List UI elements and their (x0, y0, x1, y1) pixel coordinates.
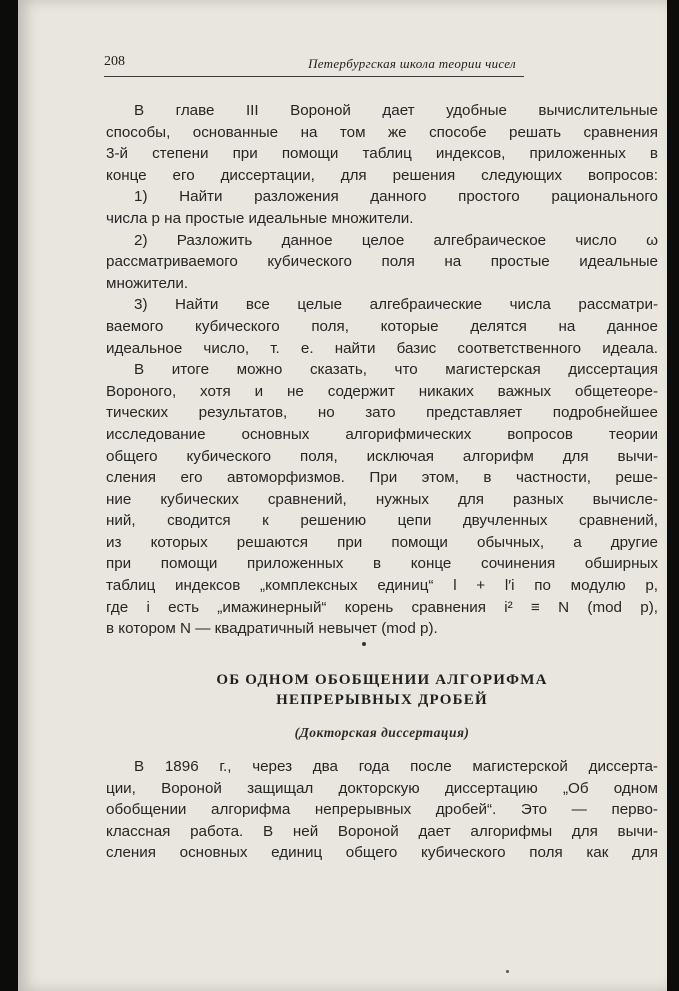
page-number: 208 (104, 54, 125, 69)
text-line: общего кубического поля, исключая алгорифм для вычи- (106, 447, 658, 465)
paper-speck (506, 970, 509, 973)
text-line: в котором N — квадратичный невычет (mod p). (106, 620, 438, 638)
text-line: рассматриваемого кубического поля на простые идеальные (106, 253, 658, 271)
text-line: из которых решаются при помощи обычных, а другие (106, 533, 658, 551)
text-line: ваемого кубического поля, которые делятся на данное (106, 317, 658, 335)
text-line: В главе III Вороной дает удобные вычислительные (134, 102, 658, 119)
running-title: Петербургская школа теории чисел (308, 56, 516, 71)
page-header (104, 54, 524, 77)
text-line: сления основных единиц общего кубического поля как для (106, 844, 658, 862)
text-line: ции, Вороной защищал докторскую диссертацию „Об одном (106, 779, 658, 797)
text-line: множители. (106, 274, 189, 292)
text-line: исследование основных алгорифмических вопросов теории (106, 425, 658, 443)
text-line: ний, сводится к решению цепи двучленных сравнений, (106, 512, 658, 530)
text-line: таблиц индексов „комплексных единиц“ l + l′i по модулю p, (106, 577, 658, 595)
text-line: тических результатов, но зато представляет подробнейшее (106, 404, 658, 422)
text-line: В итоге можно сказать, что магистерская диссертация (134, 361, 658, 379)
text-line: где i есть „имажинерный“ корень сравнения i² ≡ N (mod p), (106, 598, 658, 616)
text-line: 1) Найти разложения данного простого рационального (134, 188, 658, 206)
text-line: числа p на простые идеальные множители. (106, 209, 414, 227)
paragraph-block-voronoi-master-thesis (106, 100, 658, 640)
section-title-line-2: НЕПРЕРЫВНЫХ ДРОБЕЙ (276, 692, 488, 708)
text-line: идеальное число, т. е. найти базис соответственного идеала. (106, 339, 658, 357)
text-line: 2) Разложить данное целое алгебраическое число ω (134, 231, 658, 249)
text-line: Вороного, хотя и не содержит никаких важных общетеоре- (106, 382, 658, 400)
text-line: 3-й степени при помощи таблиц индексов, приложенных в (106, 145, 658, 163)
text-line: ние кубических сравнений, нужных для разных вычисле- (106, 490, 658, 508)
text-line: сления его автоморфизмов. При этом, в частности, реше- (106, 469, 658, 487)
text-line: обобщении алгорифма непрерывных дробей“. Это — перво- (106, 801, 658, 819)
text-line: при помощи приложенных в конце сочинения обширных (106, 555, 658, 573)
book-page (18, 0, 667, 991)
text-line: классная работа. В ней Вороной дает алгорифмы для вычи- (106, 822, 658, 840)
text-line: способы, основанные на том же способе решать сравнения (106, 123, 658, 141)
text-line: конце его диссертации, для решения следующих вопросов: (106, 166, 658, 184)
separator-dot (362, 642, 366, 646)
paragraph-block-doctoral-thesis (106, 756, 658, 864)
text-line: 3) Найти все целые алгебраические числа рассматри- (134, 296, 658, 314)
section-title-line-1: ОБ ОДНОМ ОБОБЩЕНИИ АЛГОРИФМА (216, 672, 548, 688)
text-line: В 1896 г., через два года после магистерской диссерта- (134, 758, 658, 775)
section-subtitle: (Докторская диссертация) (294, 725, 470, 740)
